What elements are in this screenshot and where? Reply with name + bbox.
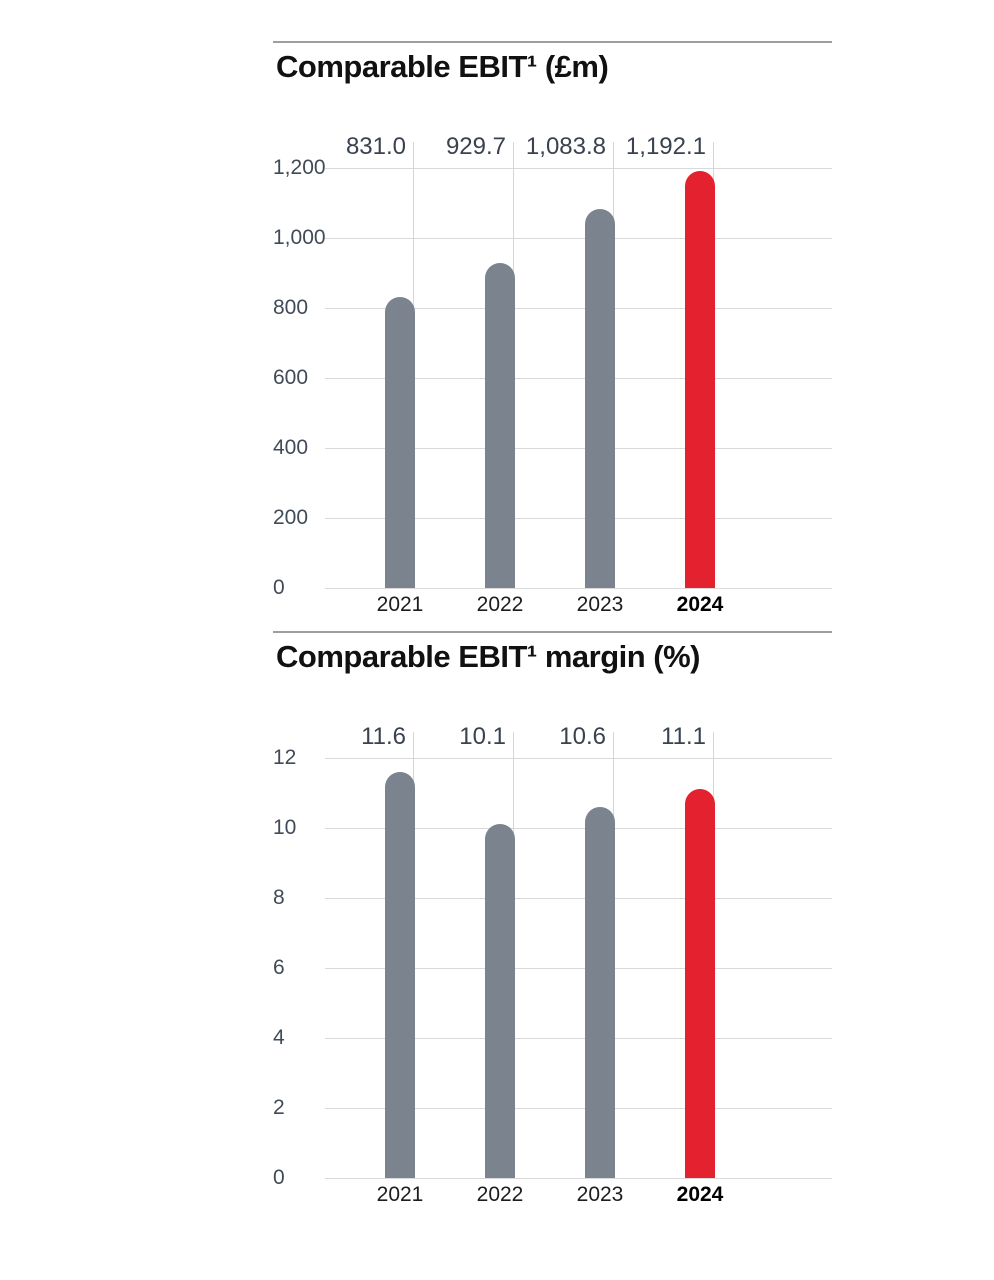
value-label-2022: 929.7 [445, 133, 506, 160]
section-divider [273, 41, 832, 43]
bar-2024 [685, 171, 715, 588]
y-gridline [325, 758, 832, 759]
y-tick-label: 12 [273, 746, 297, 769]
section-divider [273, 631, 832, 633]
chart-title: Comparable EBIT¹ margin (%) [276, 639, 700, 674]
y-tick-label: 1,200 [273, 156, 326, 179]
x-tick-label-2022: 2022 [476, 593, 524, 616]
y-tick-label: 0 [273, 576, 285, 599]
value-label-2024: 11.1 [661, 723, 706, 750]
x-tick-label-2024: 2024 [676, 593, 724, 616]
y-tick-label: 6 [273, 956, 285, 979]
bar-2021 [385, 772, 415, 1178]
bar-2022 [485, 824, 515, 1178]
y-gridline [325, 588, 832, 589]
bar-2024 [685, 789, 715, 1178]
y-tick-label: 8 [273, 886, 285, 909]
y-tick-label: 0 [273, 1166, 285, 1189]
y-tick-label: 4 [273, 1026, 285, 1049]
bar-2023 [585, 209, 615, 588]
value-label-2023: 10.6 [559, 723, 606, 750]
y-tick-label: 600 [273, 366, 309, 389]
x-tick-label-2021: 2021 [376, 1183, 424, 1206]
value-label-2023: 1,083.8 [525, 133, 606, 160]
y-gridline [325, 238, 832, 239]
value-label-2024: 1,192.1 [625, 133, 706, 160]
x-tick-label-2022: 2022 [476, 1183, 524, 1206]
bar-2022 [485, 263, 515, 588]
bar-2021 [385, 297, 415, 588]
y-tick-label: 200 [273, 506, 309, 529]
chart-title: Comparable EBIT¹ (£m) [276, 49, 609, 84]
x-tick-label-2021: 2021 [376, 593, 424, 616]
x-tick-label-2023: 2023 [576, 593, 624, 616]
y-tick-label: 1,000 [273, 226, 326, 249]
value-label-2021: 831.0 [345, 133, 406, 160]
value-label-2021: 11.6 [361, 723, 406, 750]
x-tick-label-2024: 2024 [676, 1183, 724, 1206]
y-tick-label: 10 [273, 816, 297, 839]
y-tick-label: 2 [273, 1096, 285, 1119]
value-label-2022: 10.1 [459, 723, 506, 750]
y-gridline [325, 168, 832, 169]
bar-2023 [585, 807, 615, 1178]
y-tick-label: 800 [273, 296, 309, 319]
x-tick-label-2023: 2023 [576, 1183, 624, 1206]
y-gridline [325, 1178, 832, 1179]
y-tick-label: 400 [273, 436, 309, 459]
